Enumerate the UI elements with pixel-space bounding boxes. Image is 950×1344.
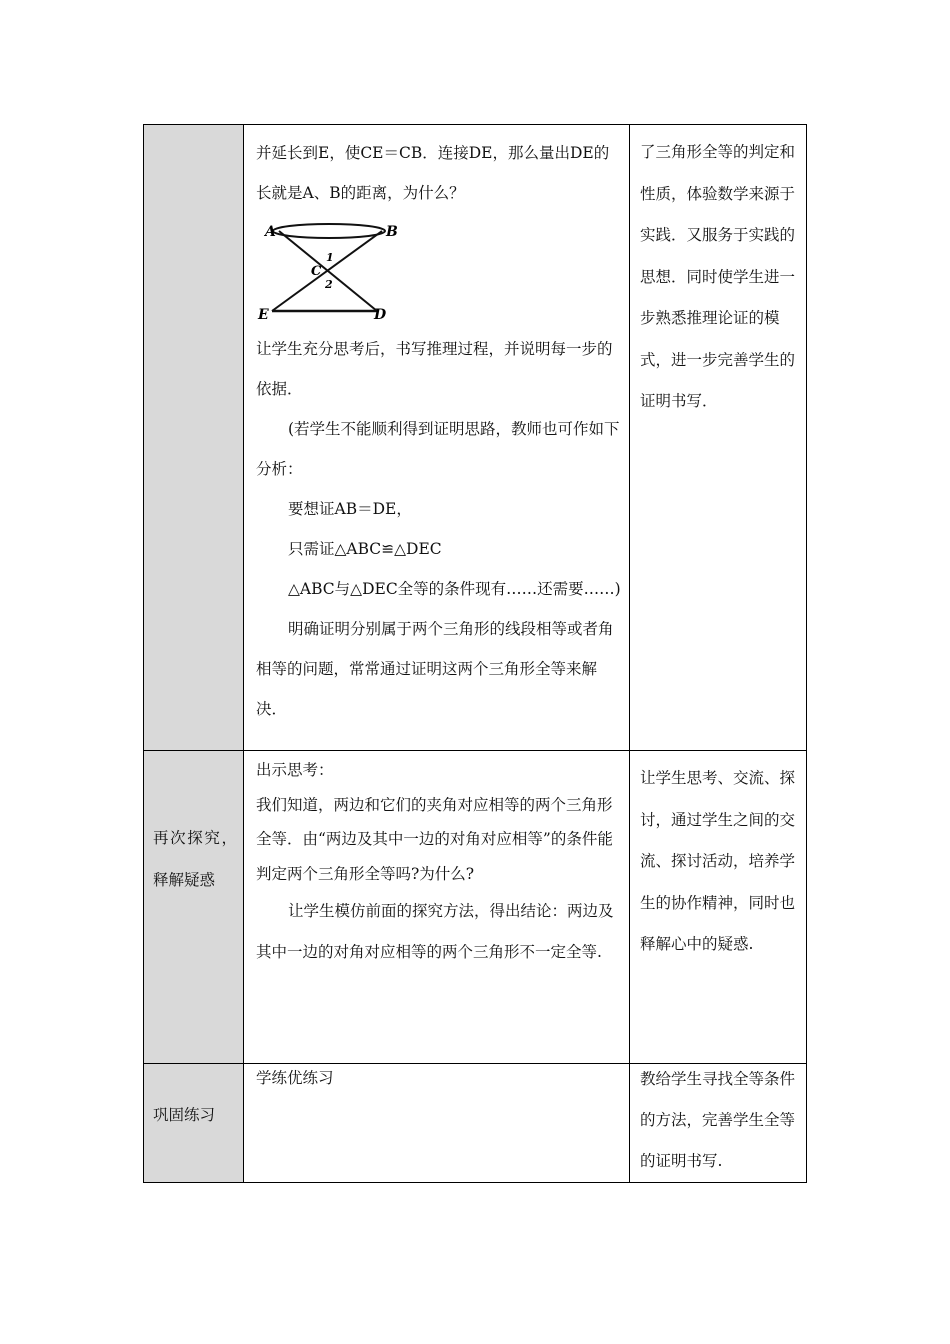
content-cell	[244, 1064, 630, 1182]
analysis-step-3: △ABC与△DEC全等的条件现有……还需要……)	[288, 580, 621, 598]
lesson-table	[143, 124, 807, 1183]
triangles-diagram	[256, 215, 406, 323]
intent-text: 教给学生寻找全等条件的方法，完善学生全等的证明书写.	[640, 1070, 796, 1170]
label-e: E	[258, 307, 269, 323]
intent-cell	[630, 125, 806, 750]
category-cell	[144, 751, 244, 1063]
category-cell	[144, 1064, 244, 1182]
analysis-step-2: 只需证△ABC≌△DEC	[288, 540, 442, 558]
table-row	[144, 1063, 806, 1182]
label-angle-2: 2	[325, 278, 333, 291]
label-a: A	[265, 224, 276, 240]
intent-text: 了三角形全等的判定和性质，体验数学来源于实践．又服务于实践的思想．同时使学生进一步熟悉推理论证的模式，进一步完善学生的证明书写．	[640, 143, 796, 410]
prompt-label: 出示思考：	[256, 761, 334, 779]
summary-text: 明确证明分别属于两个三角形的线段相等或者角相等的问题，常常通过证明这两个三角形全等来解决．	[256, 620, 614, 718]
content-cell	[244, 751, 630, 1063]
label-angle-1: 1	[326, 251, 334, 264]
table-row	[144, 750, 806, 1063]
content-cell	[244, 125, 630, 750]
instruction-text: 让学生充分思考后，书写推理过程，并说明每一步的依据．	[256, 340, 613, 398]
intent-cell	[630, 751, 806, 1063]
exercise-text: 学练优练习	[256, 1069, 334, 1087]
question-text: 我们知道，两边和它们的夹角对应相等的两个三角形全等．由“两边及其中一边的对角对应相等”的条件能判定两个三角形全等吗?为什么?	[256, 795, 613, 883]
conclusion-text: 让学生模仿前面的探究方法，得出结论：两边及其中一边的对角对应相等的两个三角形不一定全等.	[256, 902, 614, 961]
geometry-figure	[256, 215, 621, 323]
category-label: 巩固练习	[153, 1106, 216, 1124]
analysis-step-1: 要想证AB＝DE，	[288, 500, 412, 518]
category-label: 再次探究，释解疑惑	[153, 829, 237, 889]
problem-text: 并延长到E，使CE＝CB．连接DE，那么量出DE的长就是A、B的距离，为什么？	[256, 144, 610, 202]
intent-text: 让学生思考、交流、探讨，通过学生之间的交流、探讨活动，培养学生的协作精神，同时也释解心中的疑惑.	[640, 769, 796, 953]
label-b: B	[386, 224, 398, 240]
label-c: C	[311, 264, 322, 279]
table-row	[144, 125, 806, 750]
category-cell	[144, 125, 244, 750]
analysis-intro: (若学生不能顺利得到证明思路，教师也可作如下分析：	[256, 420, 620, 478]
label-d: D	[374, 307, 387, 323]
intent-cell	[630, 1064, 806, 1182]
